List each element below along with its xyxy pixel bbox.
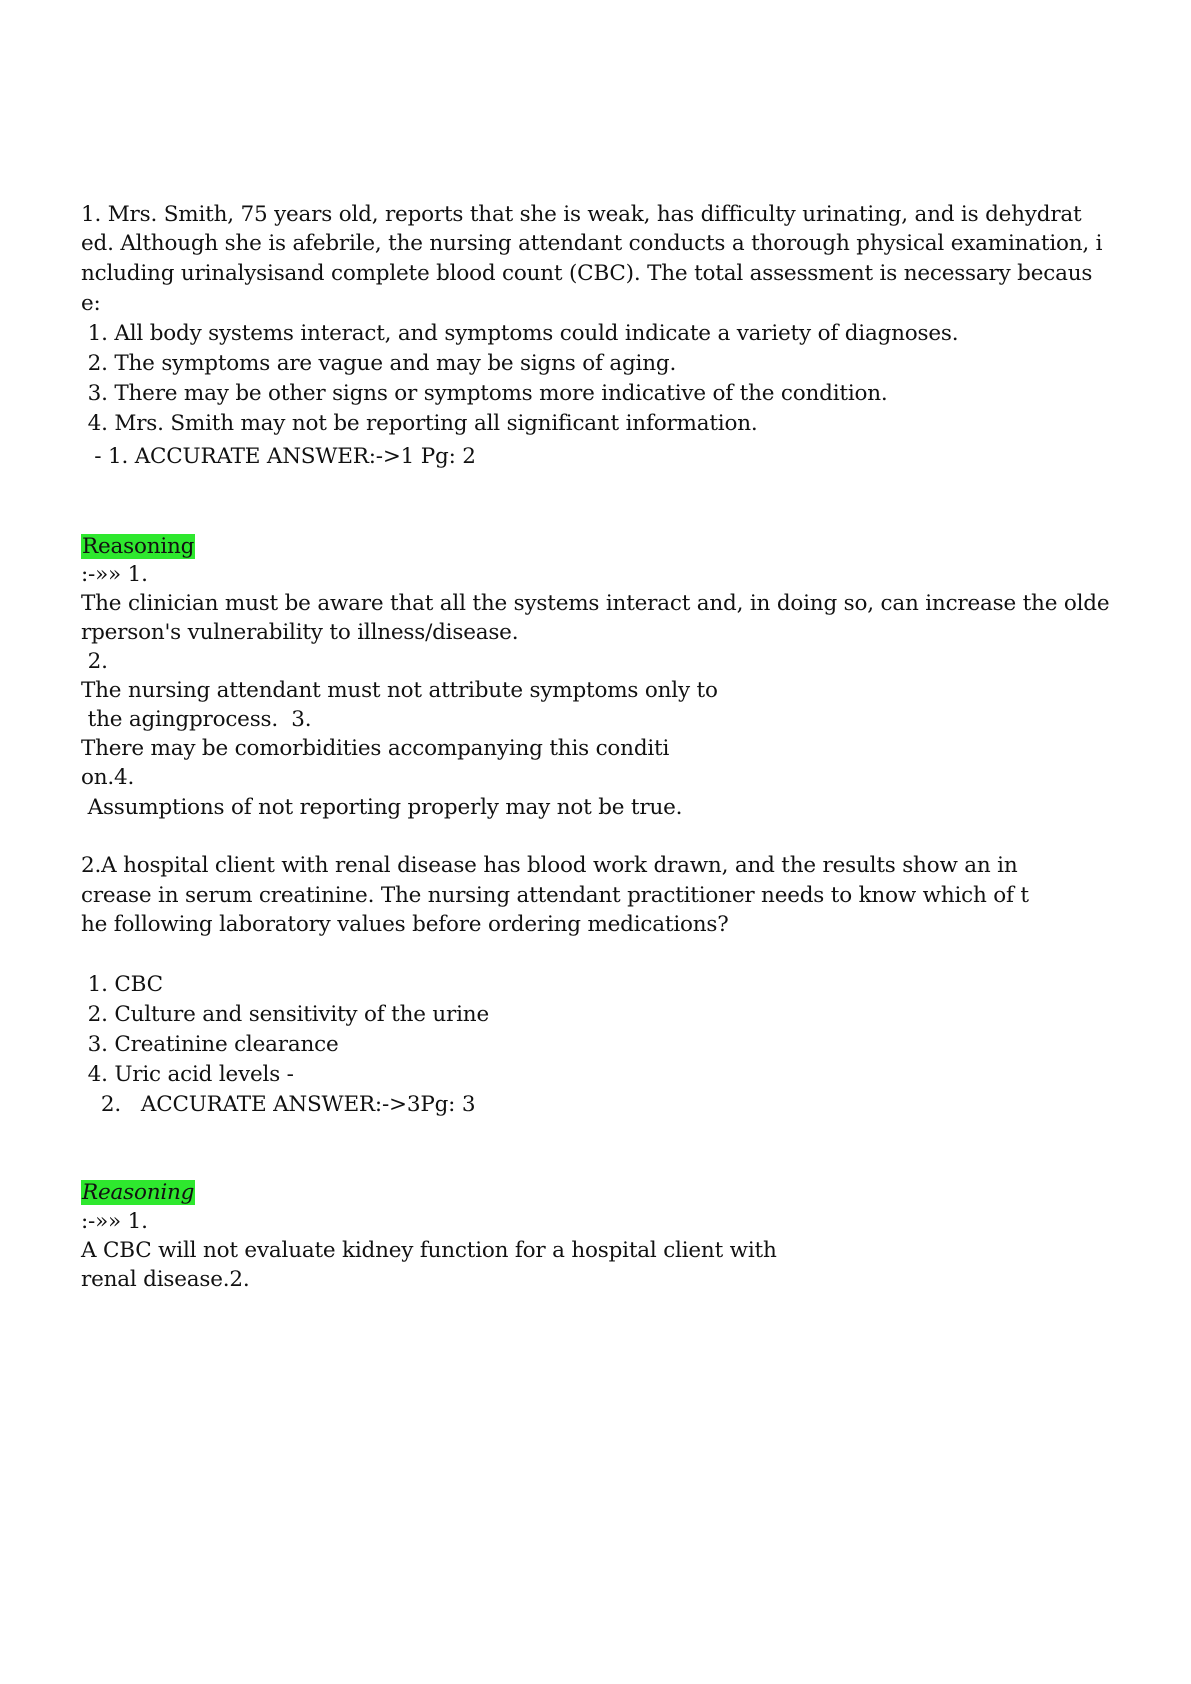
q1-option: 2. The symptoms are vague and may be signs of aging.: [81, 351, 677, 376]
q1-reasoning-line: on.4.: [81, 765, 135, 790]
q2-option: 2. Culture and sensitivity of the urine: [81, 1002, 489, 1027]
q2-stem-line: 2.A hospital client with renal disease has blood work drawn, and the results show an in: [81, 853, 1018, 878]
q1-option: 3. There may be other signs or symptoms more indicative of the condition.: [81, 381, 888, 406]
q2-option: 4. Uric acid levels -: [81, 1062, 294, 1087]
q1-reasoning-line: :-»» 1.: [81, 562, 148, 587]
q1-reasoning-heading: [81, 532, 195, 562]
q2-stem-line: crease in serum creatinine. The nursing attendant practitioner needs to know which of t: [81, 883, 1029, 908]
q1-reasoning-label: Reasoning: [82, 534, 195, 559]
q1-reasoning-line: There may be comorbidities accompanying this conditi: [81, 736, 670, 761]
q2-stem-line: he following laboratory values before ordering medications?: [81, 912, 729, 937]
q1-reasoning-line: 2.: [81, 649, 108, 674]
q1-reasoning-line: rperson's vulnerability to illness/disease.: [81, 620, 519, 645]
q1-stem-line: e:: [81, 291, 101, 316]
q2-reasoning-label: Reasoning: [82, 1180, 195, 1205]
q1-option: 4. Mrs. Smith may not be reporting all significant information.: [81, 411, 758, 436]
q1-stem-line: ed. Although she is afebrile, the nursing attendant conducts a thorough physical examination, i: [81, 231, 1103, 256]
q1-answer: - 1. ACCURATE ANSWER:->1 Pg: 2: [81, 444, 476, 469]
q1-reasoning-line: The clinician must be aware that all the systems interact and, in doing so, can increase the olde: [81, 591, 1110, 616]
q2-option: 1. CBC: [81, 972, 163, 997]
q2-reasoning-line: :-»» 1.: [81, 1209, 148, 1234]
q2-reasoning-line: renal disease.2.: [81, 1267, 250, 1292]
q2-answer: 2. ACCURATE ANSWER:->3Pg: 3: [81, 1092, 476, 1117]
q1-option: 1. All body systems interact, and symptoms could indicate a variety of diagnoses.: [81, 321, 959, 346]
q2-reasoning-heading: [81, 1178, 195, 1208]
q1-stem-line: 1. Mrs. Smith, 75 years old, reports that she is weak, has difficulty urinating, and is dehydrat: [81, 202, 1082, 227]
q1-reasoning-line: Assumptions of not reporting properly may not be true.: [81, 795, 683, 820]
q1-stem-line: ncluding urinalysisand complete blood count (CBC). The total assessment is necessary becaus: [81, 261, 1093, 286]
q2-option: 3. Creatinine clearance: [81, 1032, 339, 1057]
q1-reasoning-line: The nursing attendant must not attribute symptoms only to: [81, 678, 718, 703]
q2-reasoning-line: A CBC will not evaluate kidney function for a hospital client with: [81, 1238, 777, 1263]
q1-reasoning-line: the agingprocess. 3.: [81, 707, 312, 732]
